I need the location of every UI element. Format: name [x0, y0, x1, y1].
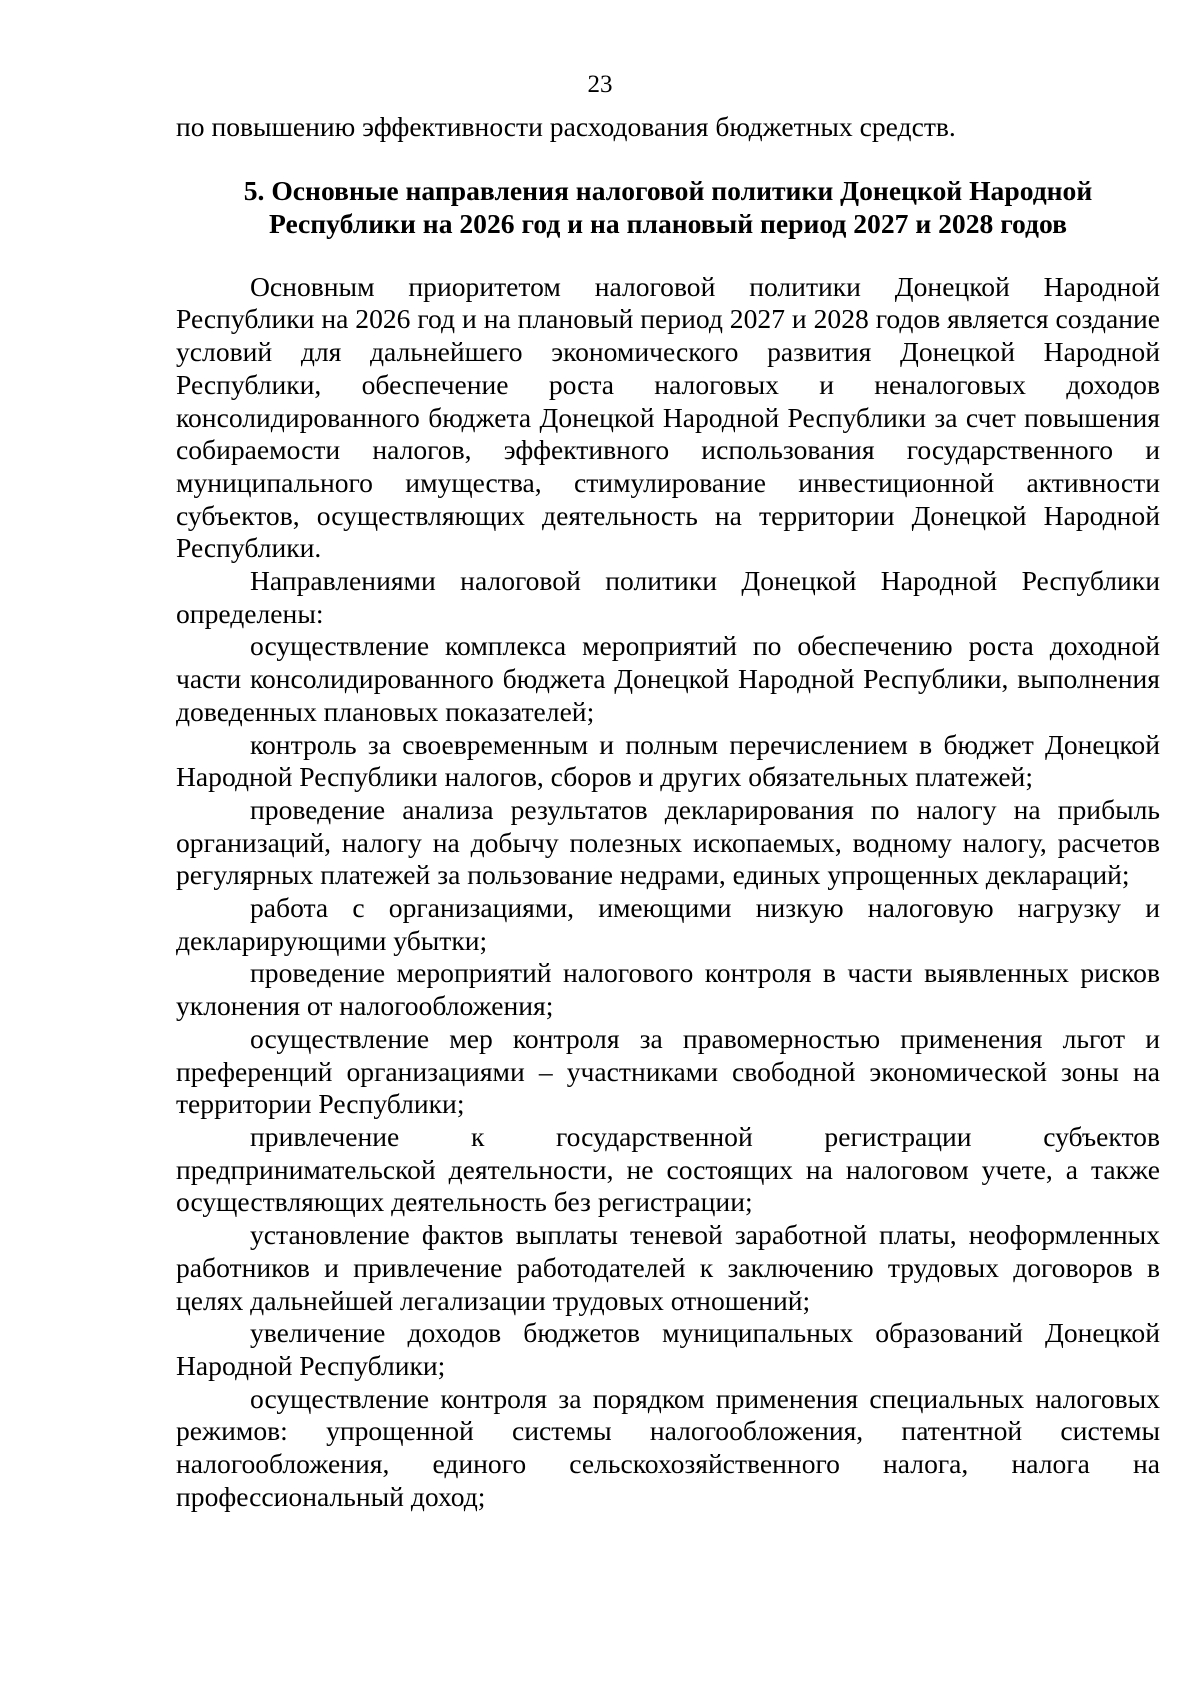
document-body: [176, 111, 1160, 1513]
list-item: привлечение к государственной регистрации субъектов предпринимательской деятельности, не состоящих на налоговом учете, а также осуществляющих деятельность без регистрации;: [176, 1120, 1160, 1218]
section-heading: [176, 174, 1160, 240]
paragraph-priority: Основным приоритетом налоговой политики Донецкой Народной Республики на 2026 год и на плановый период 2027 и 2028 годов является создание условий для дальнейшего экономического развития Донецкой Народной Республики, обеспечение роста налоговых и неналоговых доходов консолидированного бюджета Донецкой Народной Республики за счет повышения собираемости налогов, эффективного использования государственного и муниципального имущества, стимулирование инвестиционной активности субъектов, осуществляющих деятельность на территории Донецкой Народной Республики.: [176, 270, 1160, 564]
list-item: проведение мероприятий налогового контроля в части выявленных рисков уклонения от налогообложения;: [176, 957, 1160, 1022]
list-item: работа с организациями, имеющими низкую налоговую нагрузку и декларирующими убытки;: [176, 892, 1160, 956]
continuation-paragraph: по повышению эффективности расходования бюджетных средств.: [176, 111, 956, 142]
page-number: 23: [587, 71, 613, 98]
list-item: проведение анализа результатов декларирования по налогу на прибыль организаций, налогу на добычу полезных ископаемых, водному налогу, расчетов регулярных платежей за пользование недрами, единых упрощенных деклараций;: [176, 793, 1160, 891]
list-item: осуществление контроля за порядком применения специальных налоговых режимов: упрощенной системы налогообложения, патентной системы налогообложения, единого сельскохозяйственного налога, налога на профессиональный доход;: [176, 1382, 1160, 1512]
list-item: увеличение доходов бюджетов муниципальных образований Донецкой Народной Республики;: [176, 1317, 1160, 1381]
list-item: осуществление комплекса мероприятий по обеспечению роста доходной части консолидированного бюджета Донецкой Народной Республики, выполнения доведенных плановых показателей;: [176, 630, 1160, 727]
section-heading-line-2: Республики на 2026 год и на плановый период 2027 и 2028 годов: [268, 207, 1068, 239]
list-item: осуществление мер контроля за правомерностью применения льгот и преференций организациями – участниками свободной экономической зоны на территории Республики;: [176, 1022, 1160, 1120]
list-item: установление фактов выплаты теневой заработной платы, неоформленных работников и привлечение работодателей к заключению трудовых договоров в целях дальнейшей легализации трудовых отношений;: [176, 1219, 1160, 1316]
list-item: контроль за своевременным и полным перечислением в бюджет Донецкой Народной Республики налогов, сборов и других обязательных платежей;: [176, 728, 1160, 793]
section-heading-line-1: 5. Основные направления налоговой политики Донецкой Народной: [243, 174, 1093, 206]
paragraph-directions-intro: Направлениями налоговой политики Донецкой Народной Республики определены:: [176, 565, 1160, 629]
